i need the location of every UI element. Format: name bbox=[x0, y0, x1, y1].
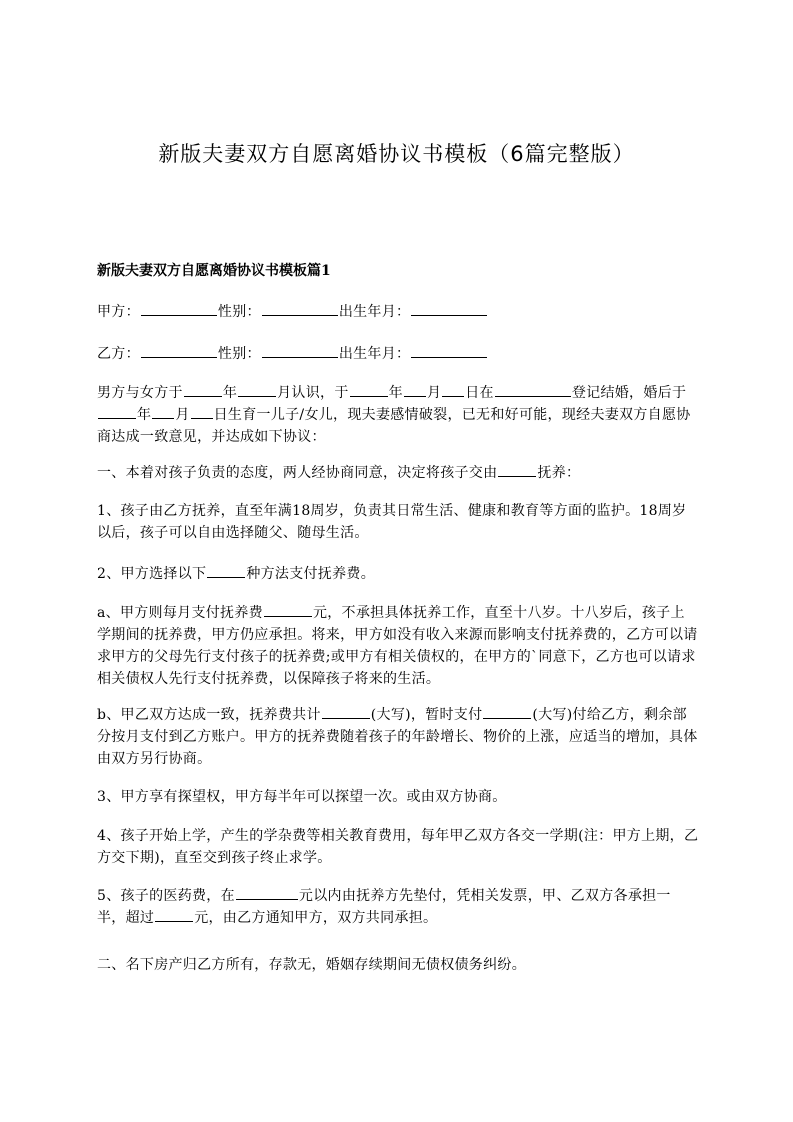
document-title: 新版夫妻双方自愿离婚协议书模板（6篇完整版） bbox=[158, 142, 635, 166]
clause-5: 5、孩子的医药费，在 元以内由抚养方先垫付，凭相关发票，甲、乙双方各承担一半，超过 元，由乙方通知甲方，双方共同承担。 bbox=[97, 885, 699, 929]
blank bbox=[98, 404, 136, 419]
blank bbox=[350, 382, 388, 397]
blank bbox=[264, 602, 312, 617]
custody-paragraph: 一、本着对孩子负责的态度，两人经协商同意，决定将孩子交由 抚养： bbox=[97, 462, 699, 484]
clause-a: a、甲方则每月支付抚养费 元，不承担具体抚养工作，直至十八岁。十八岁后，孩子上学期间的抚养费，甲方仍应承担。将来，甲方如没有收入来源而影响支付抚养费的，乙方可以请求甲方的父母先行支付孩子的抚养费;或甲方有相关债权的，在甲方的`同意下，乙方也可以请求相关债权人先行支付抚养费，以保障孩子将来的生活。 bbox=[97, 602, 699, 690]
blank bbox=[498, 462, 536, 477]
blank bbox=[152, 404, 174, 419]
blank bbox=[207, 563, 245, 578]
blank bbox=[483, 704, 531, 719]
blank bbox=[404, 382, 426, 397]
clause-b: b、甲乙双方达成一致，抚养费共计 (大写)，暂时支付 (大写)付给乙方，剩余部分按月支付到乙方账户。甲方的抚养费随着孩子的年龄增长、物价的上涨，应适当的增加，具体由双方另行协商。 bbox=[97, 704, 699, 770]
name-blank bbox=[141, 301, 217, 316]
clause-2: 2、甲方选择以下 种方法支付抚养费。 bbox=[97, 563, 699, 585]
clause-1: 1、孩子由乙方抚养，直至年满18周岁，负责其日常生活、健康和教育等方面的监护。18周岁以后，孩子可以自由选择随父、随母生活。 bbox=[97, 503, 687, 541]
clause-4: 4、孩子开始上学，产生的学杂费等相关教育费用，每年甲乙双方各交一学期(注：甲方上期，乙方交下期)，直至交到孩子终止求学。 bbox=[97, 828, 699, 866]
blank bbox=[238, 382, 276, 397]
blank bbox=[191, 404, 213, 419]
property-paragraph: 二、名下房产归乙方所有，存款无，婚姻存续期间无债权债务纠纷。 bbox=[97, 957, 526, 973]
blank bbox=[322, 704, 370, 719]
name-blank bbox=[141, 343, 217, 358]
blank bbox=[442, 382, 464, 397]
blank bbox=[495, 382, 571, 397]
gender-blank bbox=[262, 301, 338, 316]
birth-blank bbox=[411, 343, 487, 358]
party-a-line: 甲方： 性别： 出生年月： bbox=[97, 301, 699, 323]
section-heading: 新版夫妻双方自愿离婚协议书模板篇1 bbox=[97, 263, 331, 279]
blank bbox=[155, 907, 193, 922]
birth-blank bbox=[411, 301, 487, 316]
marriage-paragraph: 男方与女方于 年 月认识，于 年 月 日在 登记结婚，婚后于年 月 日生育一儿子/女儿，现夫妻感情破裂，已无和好可能，现经夫妻双方自愿协商达成一致意见，并达成如下协议： bbox=[97, 382, 699, 448]
party-b-line: 乙方： 性别： 出生年月： bbox=[97, 343, 699, 365]
blank bbox=[236, 885, 298, 900]
gender-blank bbox=[262, 343, 338, 358]
blank bbox=[184, 382, 222, 397]
clause-3: 3、甲方享有探望权，甲方每半年可以探望一次。或由双方协商。 bbox=[97, 789, 507, 805]
